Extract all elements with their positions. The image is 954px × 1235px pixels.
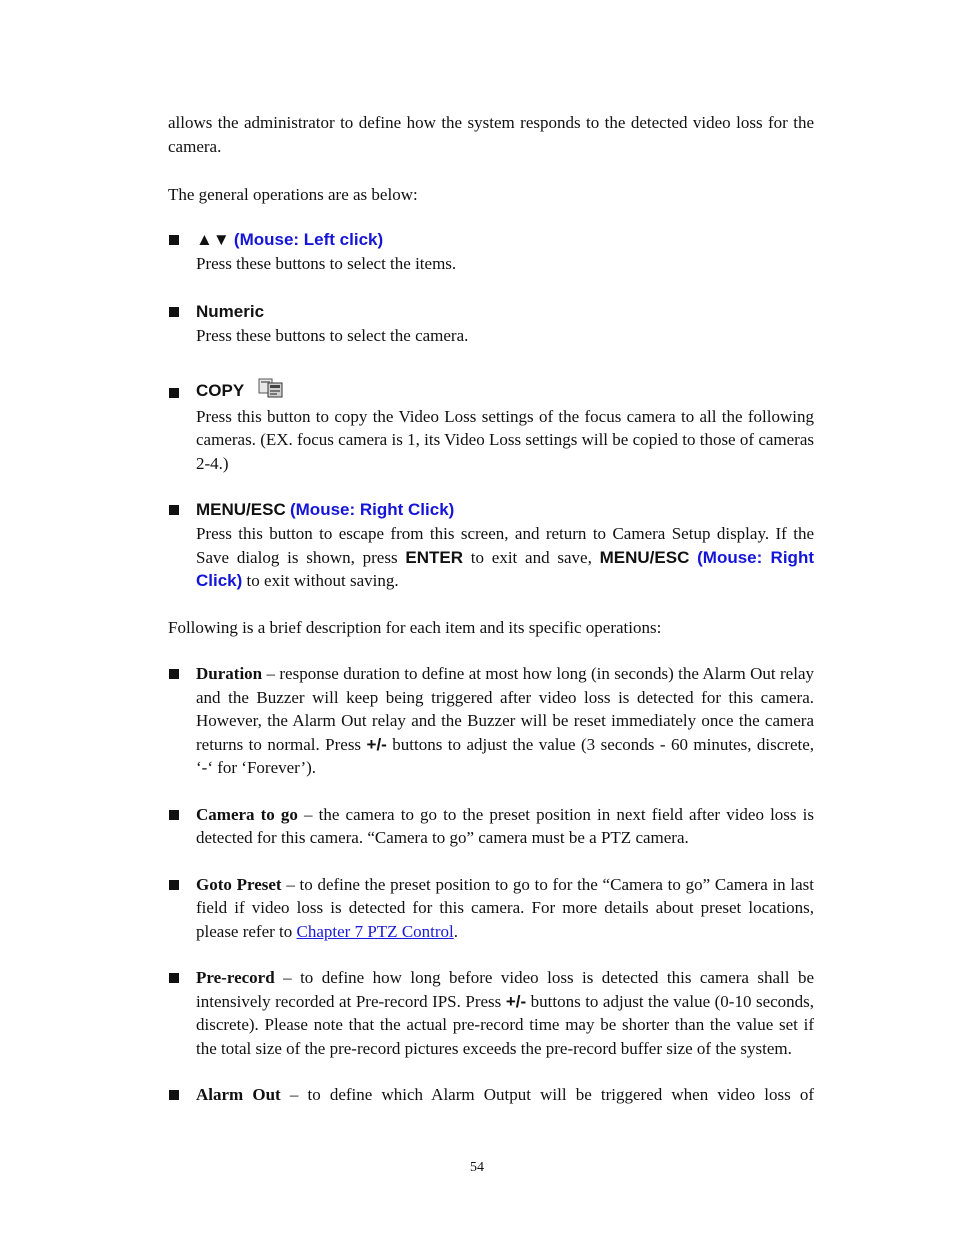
menu-mouse-hint: (Mouse: Right Click) bbox=[289, 500, 455, 519]
plus-minus-key: +/- bbox=[366, 734, 387, 754]
op-numeric bbox=[168, 300, 814, 348]
copy-icon bbox=[258, 378, 284, 405]
numeric-description: Press these buttons to select the camera. bbox=[196, 326, 469, 345]
bullet-square-icon bbox=[169, 388, 179, 398]
goto-preset-term: Goto Preset bbox=[196, 874, 282, 894]
bullet-square-icon bbox=[169, 235, 179, 245]
menu-mouse-hint-2: (Mouse: Right Click) bbox=[196, 547, 814, 590]
document-body bbox=[168, 111, 814, 1107]
intro-paragraph: allows the administrator to define how the system responds to the detected video loss for the camera. bbox=[168, 113, 814, 156]
plus-minus-key: +/- bbox=[505, 991, 527, 1011]
camera-to-go-term: Camera to go bbox=[196, 804, 298, 824]
arrow-buttons-label: ▲▼ bbox=[196, 229, 230, 249]
duration-term: Duration bbox=[196, 664, 263, 683]
page-number: 54 bbox=[470, 1160, 484, 1175]
item-duration: Duration – response duration to define at most how long (in seconds) the Alarm Out relay and the Buzzer will keep being triggered after video loss is detected for this camera. However, the Alarm Out relay and the Buzzer will be reset immediately once the camera returns to normal. Press +/- buttons to adjust the value (3 seconds - 60 minutes, discrete, ‘-‘ for ‘Forever’). bbox=[168, 662, 814, 780]
op-arrows bbox=[168, 228, 814, 276]
ptz-control-chapter-link[interactable]: Chapter 7 PTZ Control bbox=[296, 921, 454, 941]
bullet-square-icon bbox=[169, 973, 179, 983]
menu-description: Press this button to escape from this screen, and return to Camera Setup display. If the Save dialog is shown, press ENTER to exit and save, MENU/ESC (Mouse: Right Click) to exit without saving. bbox=[196, 524, 814, 590]
op-menu-esc bbox=[168, 498, 814, 593]
bullet-square-icon bbox=[169, 307, 179, 317]
bullet-square-icon bbox=[169, 1090, 179, 1100]
bullet-square-icon bbox=[169, 505, 179, 515]
following-heading: Following is a brief description for each item and its specific operations: bbox=[168, 617, 662, 637]
arrows-mouse-hint: (Mouse: Left click) bbox=[233, 229, 384, 249]
bullet-square-icon bbox=[169, 810, 179, 820]
bullet-square-icon bbox=[169, 880, 179, 890]
menu-esc-key-label: MENU/ESC bbox=[599, 547, 690, 567]
numeric-label: Numeric bbox=[196, 302, 265, 321]
alarm-out-term: Alarm Out bbox=[196, 1085, 281, 1104]
item-camera-to-go: Camera to go – the camera to go to the preset position in next field after video loss is detected for this camera. “Camera to go” camera must be a PTZ camera. bbox=[168, 803, 814, 850]
item-alarm-out: Alarm Out – to define which Alarm Output will be triggered when video loss of bbox=[168, 1083, 814, 1107]
item-pre-record: Pre-record – to define how long before video loss is detected this camera shall be intensively recorded at Pre-record IPS. Press +/- buttons to adjust the value (0-10 seconds, discrete). Please note that the actual pre-record time may be shorter than the value set if the total size of the pre-record pictures exceeds the pre-record buffer size of the system. bbox=[168, 966, 814, 1060]
enter-key-label: ENTER bbox=[405, 547, 463, 567]
arrows-description: Press these buttons to select the items. bbox=[196, 253, 457, 273]
copy-label: COPY bbox=[196, 380, 245, 400]
copy-description: Press this button to copy the Video Loss settings of the focus camera to all the following cameras. (EX. focus camera is 1, its Video Loss settings will be copied to those of cameras 2-4.) bbox=[196, 406, 814, 473]
pre-record-term: Pre-record bbox=[196, 968, 275, 987]
general-operations-heading: The general operations are as below: bbox=[168, 185, 418, 204]
bullet-square-icon bbox=[169, 669, 179, 679]
op-copy bbox=[168, 378, 814, 476]
menu-esc-label: MENU/ESC bbox=[196, 500, 286, 519]
item-goto-preset: Goto Preset – to define the preset position to go to for the “Camera to go” Camera in last field if video loss is detected for this camera. For more details about preset locations, please refer to Chapter 7 PTZ Control. bbox=[168, 873, 814, 944]
